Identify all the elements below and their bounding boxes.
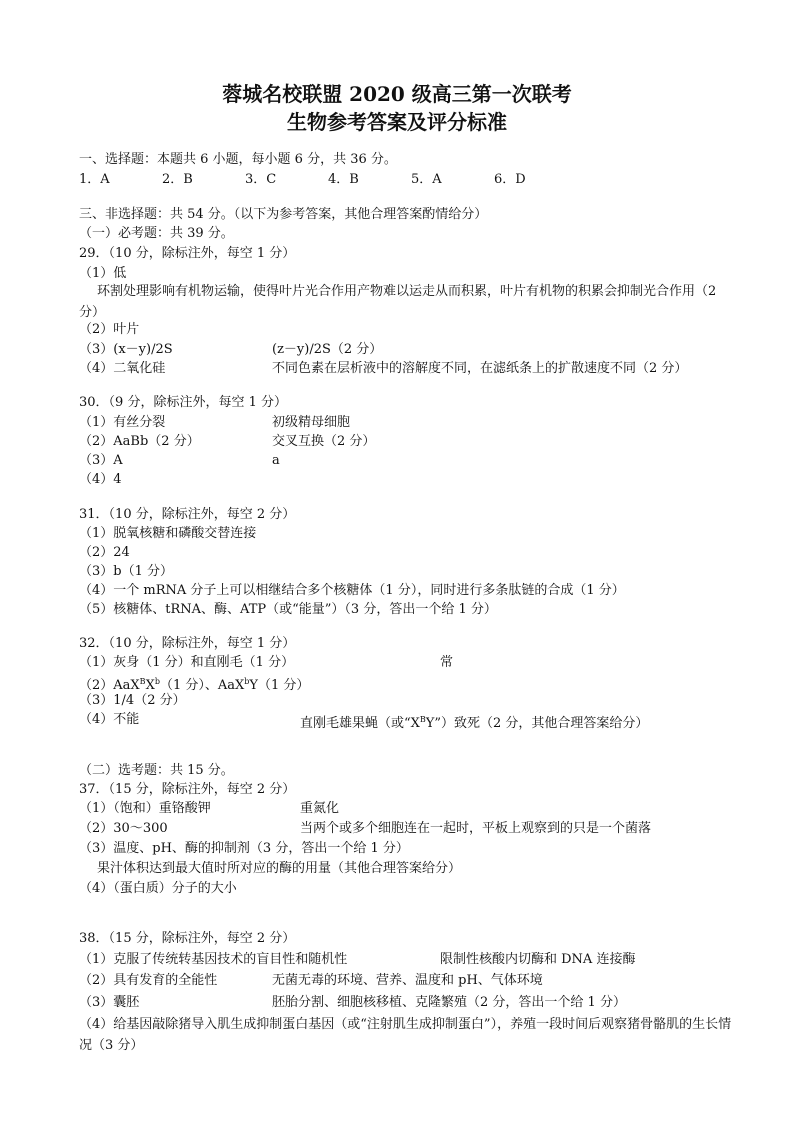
q30-answer-3-right: a — [272, 453, 280, 468]
q29-answer-1-explanation: 环割处理影响有机物运输，使得叶片光合作用产物难以运走从而积累，叶片有机物的积累会抑制光合作用（2 分） — [79, 284, 717, 320]
q38-heading: 38．（15 分，除标注外，每空 2 分） — [79, 931, 296, 946]
q29-answer-4-left: （4）二氧化硅 — [79, 361, 166, 376]
superscript: B — [139, 677, 146, 686]
subsection-required-heading: （一）必考题：共 39 分。 — [79, 226, 234, 241]
q30-answer-2-left: （2）AaBb（2 分） — [79, 434, 200, 449]
q32-answer-4-right — [300, 711, 648, 733]
q31-heading: 31．（10 分，除标注外，每空 2 分） — [79, 507, 296, 522]
section-choice-heading: 一、选择题：本题共 6 小题，每小题 6 分，共 36 分。 — [79, 152, 397, 167]
q37-answer-4: （4）（蛋白质）分子的大小 — [79, 881, 237, 896]
q29-answer-1: （1）低 — [79, 266, 127, 281]
choice-answer: 2．B — [162, 172, 193, 187]
q30-answer-1-right: 初级精母细胞 — [272, 415, 351, 430]
q38-answer-3-right: 胚胎分割、细胞核移植、克隆繁殖（2 分，答出一个给 1 分） — [272, 995, 626, 1010]
q30-answer-1-left: （1）有丝分裂 — [79, 415, 166, 430]
q29-heading: 29．（10 分，除标注外，每空 1 分） — [79, 246, 296, 261]
q38-answer-1-left: （1）克服了传统转基因技术的盲目性和随机性 — [79, 952, 348, 967]
choice-answer: 3．C — [245, 172, 277, 187]
q29-answer-3-left: （3）(x－y)/2S — [79, 342, 173, 357]
q32-heading: 32．（10 分，除标注外，每空 1 分） — [79, 636, 296, 651]
q30-answer-2-right: 交叉互换（2 分） — [272, 434, 376, 449]
q37-answer-1-right: 重氮化 — [300, 801, 340, 816]
section-nonchoice-heading: 三、非选择题：共 54 分。（以下为参考答案，其他合理答案酌情给分） — [79, 207, 488, 222]
q32-answer-1-right: 常 — [440, 655, 454, 670]
q31-answer-3: （3）b（1 分） — [79, 564, 173, 579]
q31-answer-5: （5）核糖体、tRNA、酶、ATP（或“能量”）（3 分，答出一个给 1 分） — [79, 602, 497, 617]
subsection-elective-heading: （二）选考题：共 15 分。 — [79, 763, 234, 778]
q29-answer-3-right: (z－y)/2S（2 分） — [272, 342, 383, 357]
q30-answer-3-left: （3）A — [79, 453, 123, 468]
page-subtitle: 生物参考答案及评分标准 — [287, 110, 507, 134]
superscript: B — [419, 715, 426, 724]
q37-answer-1-left: （1）（饱和）重铬酸钾 — [79, 801, 211, 816]
q32-answer-3: （3）1/4（2 分） — [79, 693, 186, 708]
q37-answer-2-left: （2）30～300 — [79, 821, 168, 836]
q29-answer-4-right: 不同色素在层析液中的溶解度不同，在滤纸条上的扩散速度不同（2 分） — [272, 361, 688, 376]
q37-answer-2-right: 当两个或多个细胞连在一起时，平板上观察到的只是一个菌落 — [300, 821, 652, 836]
choice-answers-row — [79, 171, 639, 189]
superscript: b — [244, 677, 250, 686]
q32-answer-2-text: X — [145, 678, 155, 693]
q38-answer-1-right: 限制性核酸内切酶和 DNA 连接酶 — [440, 952, 636, 967]
q32-answer-2-text: Y（1 分） — [249, 678, 310, 693]
choice-answer: 4．B — [328, 172, 359, 187]
q32-answer-1-left: （1）灰身（1 分）和直刚毛（1 分） — [79, 655, 295, 670]
q38-answer-4: （4）给基因敲除猪导入肌生成抑制蛋白基因（或“注射肌生成抑制蛋白”），养殖一段时间后观察猪骨骼肌的生长情况（3 分） — [79, 1017, 732, 1053]
q31-answer-4: （4）一个 mRNA 分子上可以相继结合多个核糖体（1 分），同时进行多条肽链的合成（1 分） — [79, 583, 625, 598]
q32-answer-4-text: Y”）致死（2 分，其他合理答案给分） — [425, 716, 649, 731]
q37-answer-3: （3）温度、pH、酶的抑制剂（3 分，答出一个给 1 分） — [79, 841, 409, 856]
q30-answer-4: （4）4 — [79, 472, 122, 487]
q29-answer-2: （2）叶片 — [79, 322, 140, 337]
q32-answer-2-text: （2）AaX — [79, 678, 140, 693]
q38-answer-3-left: （3）囊胚 — [79, 995, 140, 1010]
q37-answer-3-detail: 果汁体积达到最大值时所对应的酶的用量（其他合理答案给分） — [97, 861, 462, 876]
choice-answer: 1．A — [79, 172, 110, 187]
choice-answer: 6．D — [494, 172, 526, 187]
q31-answer-2: （2）24 — [79, 545, 130, 560]
q32-answer-2-text: （1 分）、AaX — [159, 678, 245, 693]
q38-answer-2-left: （2）具有发育的全能性 — [79, 973, 218, 988]
q32-answer-4-left: （4）不能 — [79, 712, 140, 727]
q30-heading: 30．（9 分，除标注外，每空 1 分） — [79, 395, 287, 410]
q38-answer-2-right: 无菌无毒的环境、营养、温度和 pH、气体环境 — [272, 973, 543, 988]
page-title: 蓉城名校联盟 2020 级高三第一次联考 — [222, 82, 572, 106]
q32-answer-4-text: 直刚毛雄果蝇（或“X — [300, 716, 420, 731]
q31-answer-1: （1）脱氧核糖和磷酸交替连接 — [79, 526, 257, 541]
q37-heading: 37．（15 分，除标注外，每空 2 分） — [79, 782, 296, 797]
superscript: b — [154, 677, 160, 686]
choice-answer: 5．A — [411, 172, 442, 187]
